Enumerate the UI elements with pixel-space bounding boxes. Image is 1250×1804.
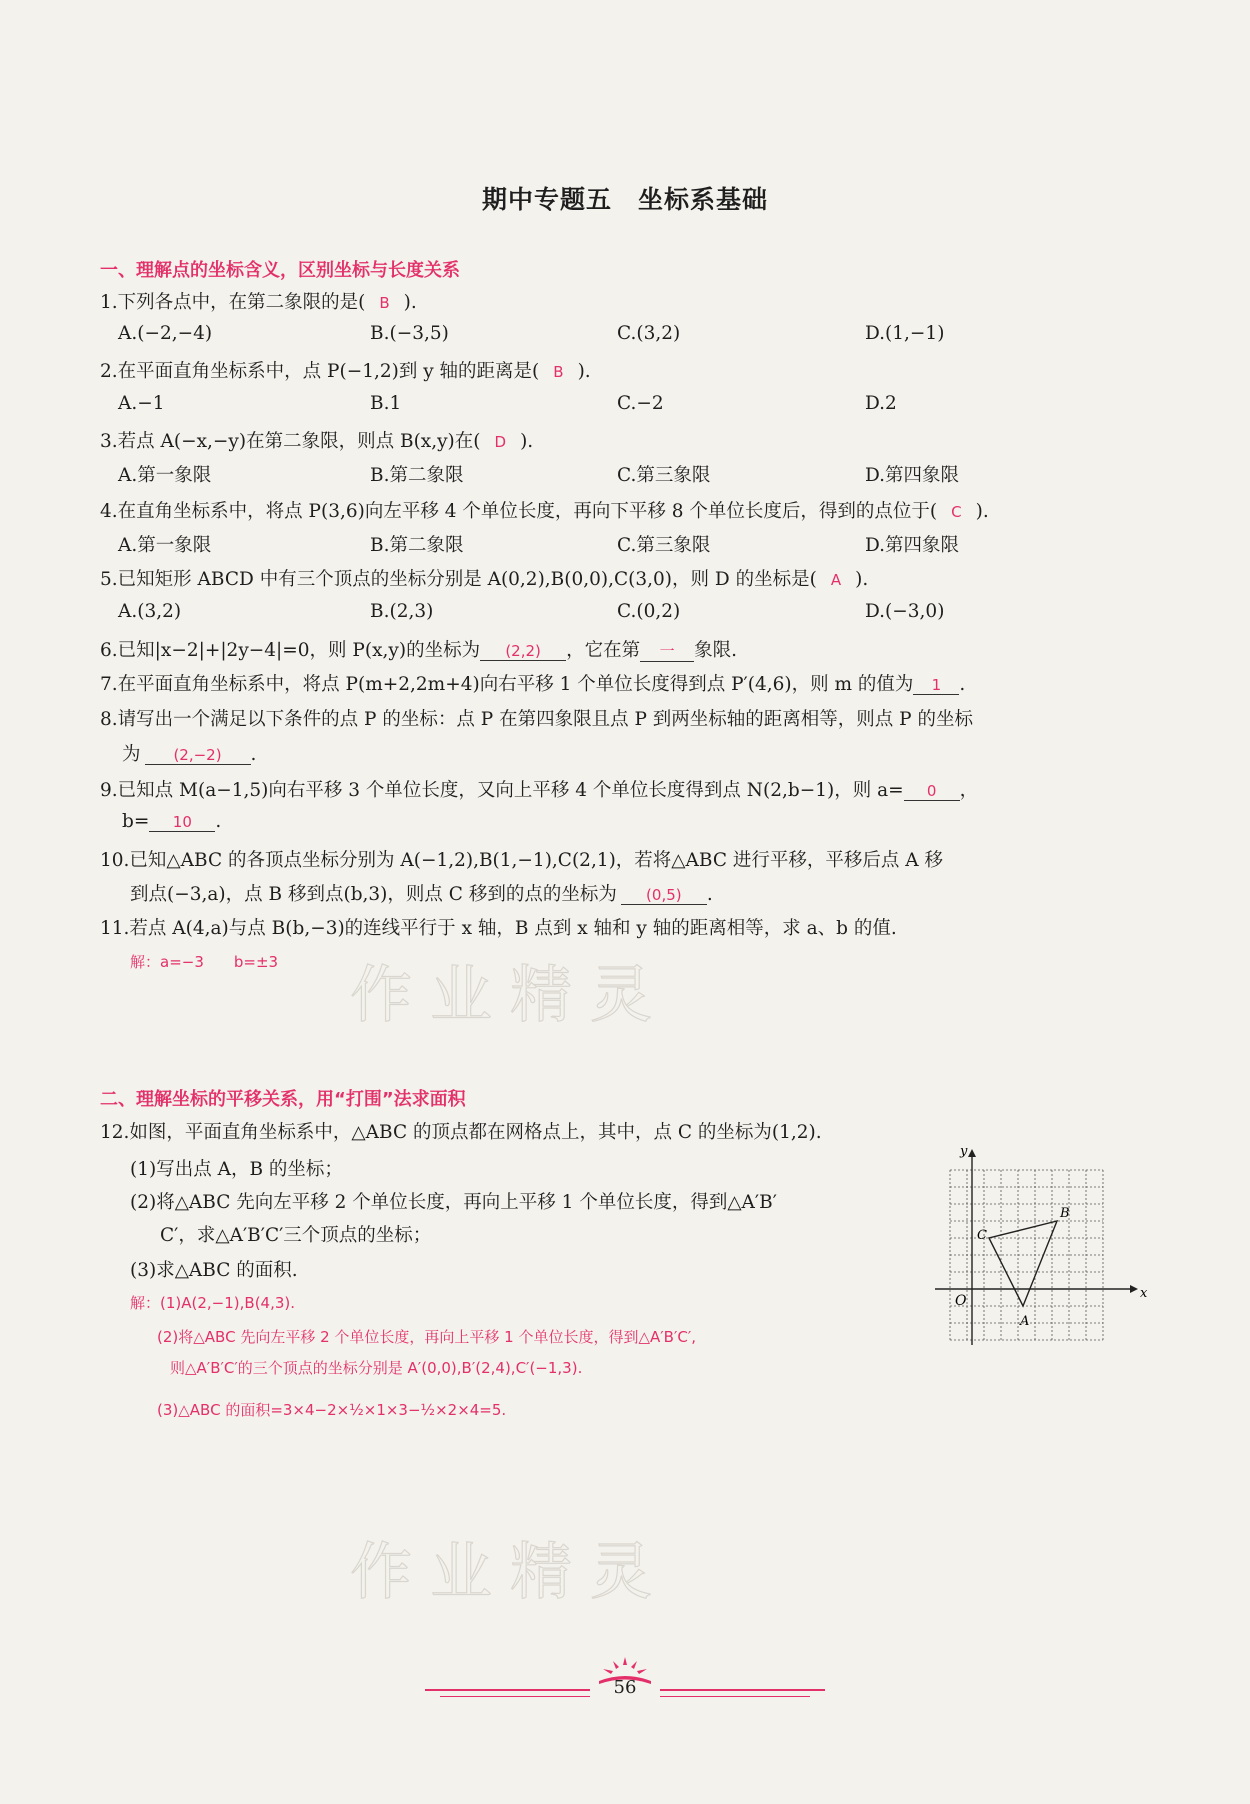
y-axis-label: y xyxy=(960,1145,968,1159)
page-number: 56 xyxy=(613,1677,637,1698)
y-axis-arrow-icon xyxy=(968,1149,976,1157)
q12-solution-3: (3)△ABC 的面积=3×4−2×½×1×3−½×2×4=5. xyxy=(157,1401,507,1419)
question-5: 5.已知矩形 ABCD 中有三个顶点的坐标分别是 A(0,2),B(0,0),C(3,0)，则 D 的坐标是( A ). xyxy=(100,569,869,590)
origin-label: O xyxy=(955,1293,967,1309)
question-8-cont: 为 (2,−2) . xyxy=(122,744,257,765)
q4-option-d: D.第四象限 xyxy=(865,535,960,556)
q12-part-3: (3)求△ABC 的面积. xyxy=(130,1260,298,1281)
q2-option-d: D.2 xyxy=(865,393,897,414)
q12-part-2: (2)将△ABC 先向左平移 2 个单位长度，再向上平移 1 个单位长度，得到△A′B′ xyxy=(130,1192,777,1213)
question-10-cont: 到点(−3,a)，点 B 移到点(b,3)，则点 C 移到的点的坐标为 (0,5) . xyxy=(130,884,713,905)
q3-option-b: B.第二象限 xyxy=(370,465,464,486)
q11-solution: 解：a=−3 b=±3 xyxy=(130,953,279,971)
q12-part-1: (1)写出点 A，B 的坐标； xyxy=(130,1159,343,1180)
section-heading-2: 二、理解坐标的平移关系，用“打围”法求面积 xyxy=(100,1089,466,1110)
q3-option-a: A.第一象限 xyxy=(118,465,212,486)
q12-part-2-cont: C′，求△A′B′C′三个顶点的坐标； xyxy=(160,1225,432,1246)
vertex-b-label: B xyxy=(1060,1206,1070,1221)
q1-option-a: A.(−2,−4) xyxy=(118,323,213,344)
q5-option-a: A.(3,2) xyxy=(118,601,182,622)
q2-option-a: A.−1 xyxy=(118,393,165,414)
watermark-2: 作业精灵 xyxy=(350,1535,671,1608)
question-8: 8.请写出一个满足以下条件的点 P 的坐标：点 P 在第四象限且点 P 到两坐标轴的距离相等，则点 P 的坐标 xyxy=(100,709,973,730)
q12-solution-2a: (2)将△ABC 先向左平移 2 个单位长度，再向上平移 1 个单位长度，得到△A′B′C′, xyxy=(157,1328,697,1346)
x-axis-label: x xyxy=(1140,1286,1148,1301)
section-heading-1: 一、理解点的坐标含义，区别坐标与长度关系 xyxy=(100,260,460,281)
question-2: 2.在平面直角坐标系中，点 P(−1,2)到 y 轴的距离是( B ). xyxy=(100,361,591,382)
q5-option-c: C.(0,2) xyxy=(617,601,681,622)
vertex-a-label: A xyxy=(1020,1314,1030,1329)
question-3: 3.若点 A(−x,−y)在第二象限，则点 B(x,y)在( D ). xyxy=(100,431,534,452)
question-11: 11.若点 A(4,a)与点 B(b,−3)的连线平行于 x 轴，B 点到 x 轴和 y 轴的距离相等，求 a、b 的值. xyxy=(100,918,897,939)
q2-option-b: B.1 xyxy=(370,393,402,414)
question-9: 9.已知点 M(a−1,5)向右平移 3 个单位长度，又向上平移 4 个单位长度得到点 N(2,b−1)，则 a= 0 ， xyxy=(100,780,979,801)
watermark-1: 作业精灵 xyxy=(350,958,671,1031)
question-6: 6.已知|x−2|+|2y−4|=0，则 P(x,y)的坐标为 (2,2) ，它在第 一 象限. xyxy=(100,640,737,661)
q1-option-c: C.(3,2) xyxy=(617,323,681,344)
q1-option-b: B.(−3,5) xyxy=(370,323,449,344)
q2-option-c: C.−2 xyxy=(617,393,664,414)
triangle-abc xyxy=(989,1221,1057,1306)
question-4: 4.在直角坐标系中，将点 P(3,6)向左平移 4 个单位长度，再向下平移 8 个单位长度后，得到的点位于( C ). xyxy=(100,501,989,522)
q5-option-d: D.(−3,0) xyxy=(865,601,945,622)
q12-solution-2b: 则△A′B′C′的三个顶点的坐标分别是 A′(0,0),B′(2,4),C′(−1,3). xyxy=(170,1359,583,1377)
q4-option-a: A.第一象限 xyxy=(118,535,212,556)
x-axis-arrow-icon xyxy=(1130,1285,1138,1293)
page-title: 期中专题五 坐标系基础 xyxy=(481,185,768,214)
question-9-cont: b= 10 . xyxy=(122,811,222,832)
q5-option-b: B.(2,3) xyxy=(370,601,434,622)
q3-option-d: D.第四象限 xyxy=(865,465,960,486)
question-1: 1.下列各点中，在第二象限的是( B ). xyxy=(100,292,417,313)
q3-option-c: C.第三象限 xyxy=(617,465,711,486)
question-10: 10.已知△ABC 的各顶点坐标分别为 A(−1,2),B(1,−1),C(2,1)，若将△ABC 进行平移，平移后点 A 移 xyxy=(100,850,943,871)
q4-option-c: C.第三象限 xyxy=(617,535,711,556)
q12-solution-1: 解：(1)A(2,−1),B(4,3). xyxy=(130,1294,296,1312)
vertex-c-label: C xyxy=(977,1228,987,1243)
q1-option-d: D.(1,−1) xyxy=(865,323,945,344)
q4-option-b: B.第二象限 xyxy=(370,535,464,556)
coordinate-grid-figure xyxy=(930,1145,1150,1345)
question-12: 12.如图，平面直角坐标系中，△ABC 的顶点都在网格点上，其中，点 C 的坐标为(1,2). xyxy=(100,1122,822,1143)
question-7: 7.在平面直角坐标系中，将点 P(m+2,2m+4)向右平移 1 个单位长度得到点 P′(4,6)，则 m 的值为 1 . xyxy=(100,674,966,695)
